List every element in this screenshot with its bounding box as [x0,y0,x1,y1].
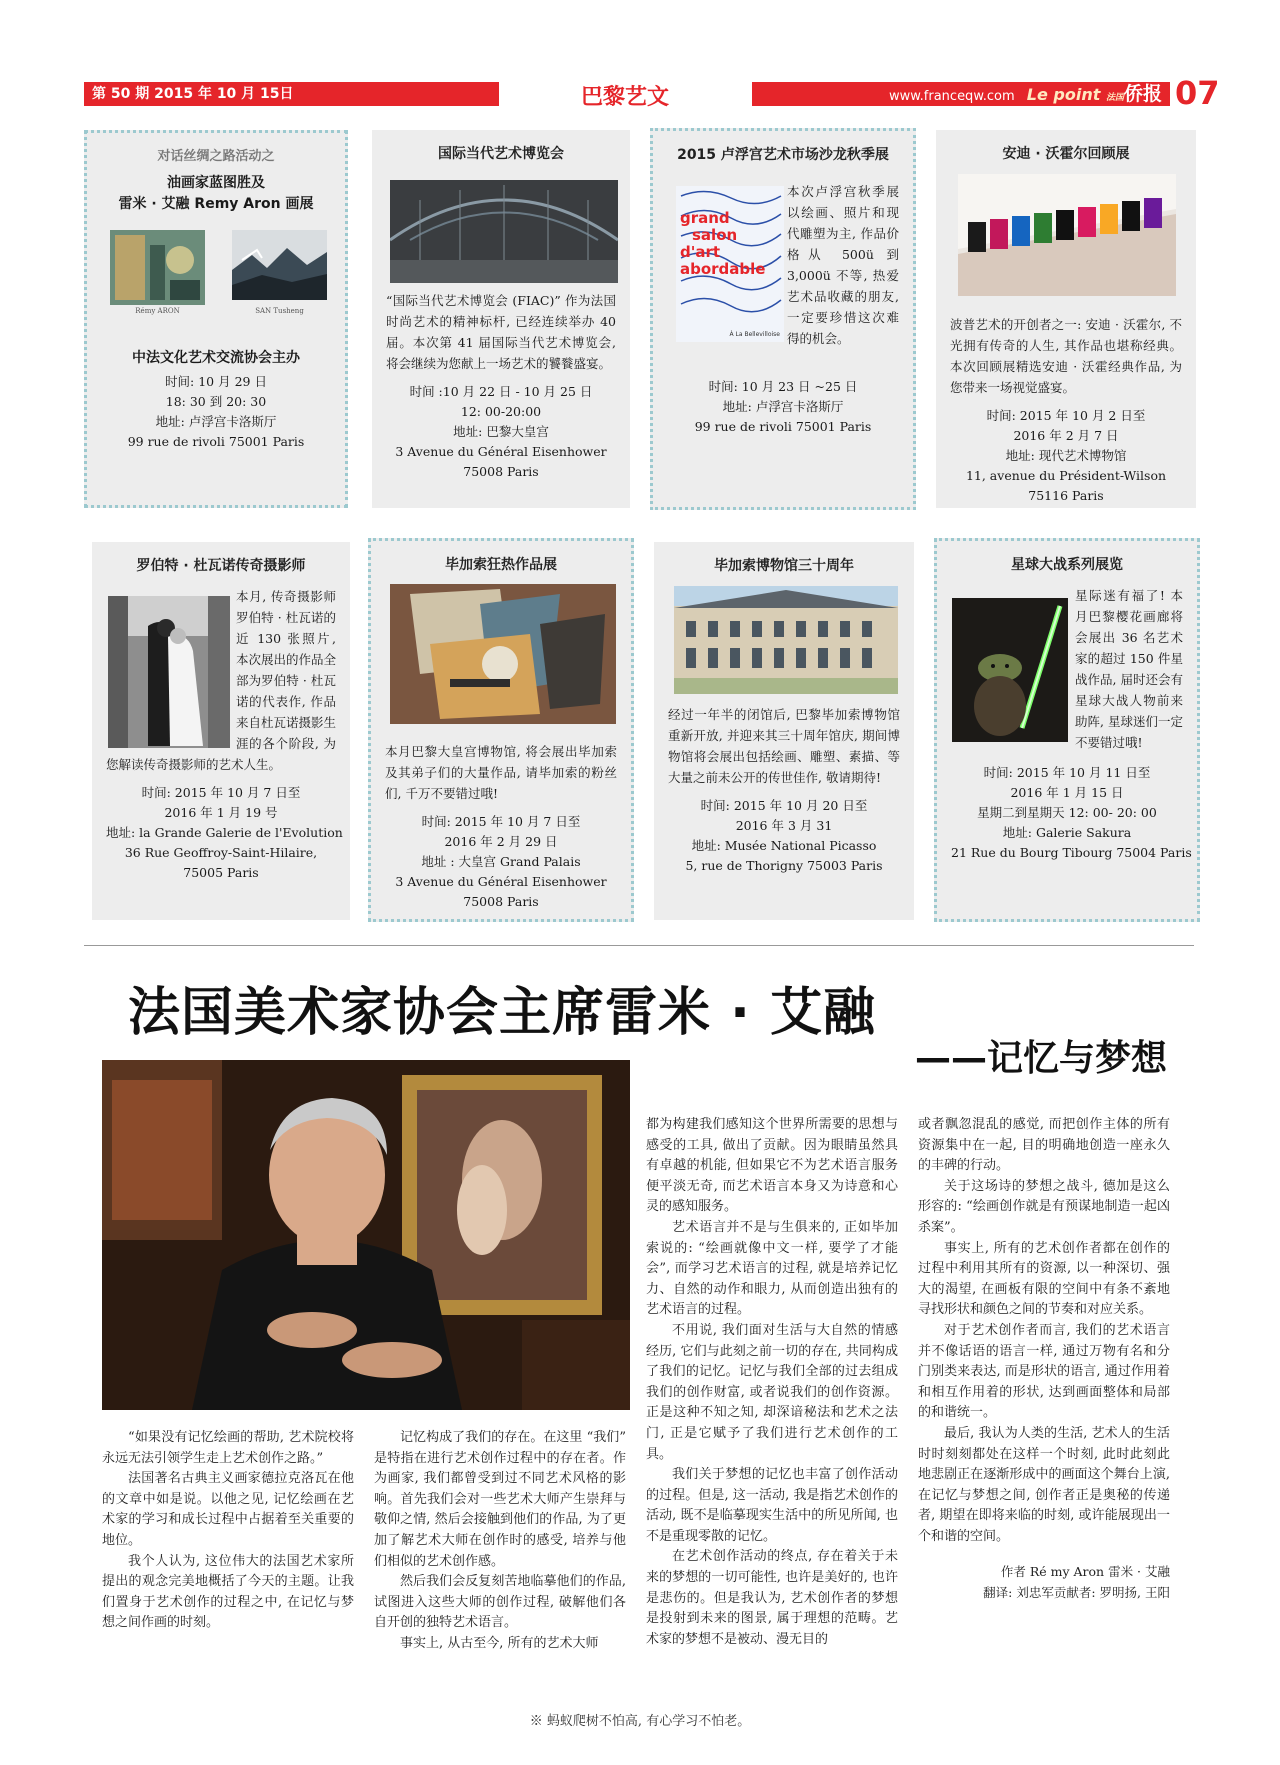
salon-poster [676,186,784,342]
article-column-3: 都为构建我们感知这个世界所需要的思想与感受的工具, 做出了贡献。因为眼睛虽然具有卓越的机能, 但如果它不为艺术语言服务便平淡无奇, 而艺术语言本身又为诗意和心灵的感知服务。 艺术语言并不是与生俱来的, 正如毕加索说的: “绘画就像中文一样, 要学了才能会”, 而学习艺术语言的过程, 就是培养记忆力、自然的动作和眼力, 从而创造出独有的艺术语言的过程。 不用说, 我们面对生活与大自然的情感经历, 它们与此刻之前一切的存在, 共同构成了我们的记忆。记忆与我们全部的过去组成我们的创作财富, 或者说我们的创作资源。正是这种不知之知, 却深谙秘法和艺术之法门, 正是它赋予了我们进行艺术创作的工具。 我们关于梦想的记忆也丰富了创作活动的过程。但是, 这一活动, 我是指艺术创作的活动, 既不是临摹现实生活中的所见所闻, 也不是重现零散的记忆。 在艺术创作活动的终点, 存在着关于未来的梦想的一切可能性, 也许是美好的, 也许是悲伤的。但是我认为, 艺术创作者的梦想是投射到未来的图景, 属于理想的范畴。艺术家的梦想不是被动、漫无目的 [646,1117,898,1647]
section-divider [84,945,1194,946]
card-title: 2015 卢浮宫艺术市场沙龙秋季展 [677,147,889,163]
painting-caption: SAN Tusheng [255,307,304,315]
issue-date: 第 50 期 2015 年 10 月 15日 [92,86,294,102]
card-description: “国际当代艺术博览会 (FIAC)” 作为法国时尚艺术的精神标杆, 已经连续举办 40 届。本次第 41 届国际当代艺术博览会, 将会继续为您献上一场艺术的饕餮盛宴。 [386,293,616,371]
article-column-4: 或者飘忽混乱的感觉, 而把创作主体的所有资源集中在一起, 目的明确地创造一座永久的丰碑的行动。 关于这场诗的梦想之战斗, 德加是这么形容的: “绘画创作就是有预谋地制造一起凶杀案”。 事实上, 所有的艺术创作者都在创作的过程中利用其所有的资源, 以一种深切、强大的渴望, 在画板有限的空间中有条不紊地寻找形状和颜色之间的节奏和对应关系。 对于艺术创作者而言, 我们的艺术语言并不像话语的语言一样, 通过万物有名和分门别类来表达, 而是形状的语言, 通过作用着和相互作用着的形状, 达到画面整体和局部的和谐统一。 最后, 我认为人类的生活, 艺术人的生活时时刻刻都处在这样一个时刻, 此时此刻此地悲剧正在逐渐形成中的画面这个舞台上演, 在记忆与梦想之间, 创作者正是奥秘的传递者, 期望在即将来临的时刻, 或许能展现出一个和谐的空间。 作者 Ré my Aron 雷米 · 艾融 翻译: 刘忠军贡献者: 罗明扬, 王阳 [918,1115,1170,1603]
picasso-painting [390,584,616,724]
poster-venue: À La Bellevilloise [729,331,780,338]
section-title: 巴黎艺文 [580,85,669,110]
painting-image-lan [232,230,327,300]
issue-date-bar [84,82,499,106]
card-info: 时间: 2015 年 10 月 11 日至 2016 年 1 月 15 日 星期二到星期天 12: 00- 20: 00 地址: Galerie Sakura 21 Rue du Bourg Tibourg 75004 Paris [951,765,1192,860]
page-number: 07 [1175,74,1220,112]
yoda-image [952,598,1068,742]
card-organizer: 中法文化艺术交流协会主办 [132,350,300,366]
card-title: 毕加索博物馆三十周年 [714,558,854,574]
article-byline: 作者 Ré my Aron 雷米 · 艾融 翻译: 刘忠军贡献者: 罗明扬, 王阳 [983,1564,1170,1601]
brand-bar [752,82,1170,106]
article-subheadline: ——记忆与梦想 [915,1038,1168,1079]
painting-caption: Rémy ARON [135,307,180,315]
card-title: 星球大战系列展览 [1011,557,1123,573]
card-subtitle: 对话丝绸之路活动之 [157,149,275,164]
brand-logo: Le point 法国侨报 [1026,83,1162,105]
card-title: 安迪 · 沃霍尔回顾展 [1002,146,1130,162]
card-info: 时间: 10 月 23 日 ~25 日 地址: 卢浮宫卡洛斯厅 99 rue de rivoli 75001 Paris [694,379,872,434]
card-description: 本次卢浮宫秋季展以绘画、照片和现代雕塑为主, 作品价格从 500ü 到 3,000ü 不等, 热爱艺术品收藏的朋友, 一定要珍惜这次难得的机会。 [787,184,899,346]
website-link[interactable]: www.franceqw.com [888,89,1015,104]
card-title: 罗伯特 · 杜瓦诺传奇摄影师 [136,558,306,574]
card-info: 时间 :10 月 22 日 - 10 月 25 日 12: 00-20:00 地址: 巴黎大皇宫 3 Avenue du Général Eisenhower 75008 Paris [395,384,607,479]
kiss-photo [108,596,230,748]
card-title: 毕加索狂热作品展 [445,557,557,573]
event-card-silk-road [84,130,348,508]
footer-proverb: ※ 蚂蚁爬树不怕高, 有心学习不怕老。 [529,1714,751,1729]
article-column-2: 记忆构成了我们的存在。在这里 “我们” 是特指在进行艺术创作过程中的存在者。作为画家, 我们都曾受到过不同艺术风格的影响。首先我们会对一些艺术大师产生崇拜与敬仰之情, 然后会接触到他们的作品, 为了更加了解艺术大师在创作时的感受, 培养与他们相似的艺术创作感。 然后我们会反复刻苦地临摹他们的作品, 试图进入这些大师的创作过程, 破解他们各自开创的独特艺术语言。 事实上, 从古至今, 所有的艺术大师 [374,1430,626,1651]
article-headline: 法国美术家协会主席雷米 · 艾融 [128,983,876,1043]
card-info: 时间: 2015 年 10 月 2 日至 2016 年 2 月 7 日 地址: 现代艺术博物馆 11, avenue du Président-Wilson 75116 Paris [965,408,1167,503]
card-title: 雷米 · 艾融 Remy Aron 画展 [118,196,314,212]
card-description: 经过一年半的闭馆后, 巴黎毕加索博物馆重新开放, 并迎来其三十周年馆庆, 期间博物馆将会展出包括绘画、雕塑、素描、等大量之前未公开的传世佳作, 敬请期待! [668,707,900,785]
grand-palais-photo [390,180,618,283]
card-description: 波普艺术的开创者之一: 安迪 · 沃霍尔, 不光拥有传奇的人生, 其作品也堪称经典。本次回顾展精选安迪 · 沃霍经典作品, 为您带来一场视觉盛宴。 [950,317,1182,395]
card-info: 时间: 2015 年 10 月 7 日至 2016 年 1 月 19 号 地址: la Grande Galerie de l'Evolution 36 Rue Geoffroy-Saint-Hilaire, 75005 Paris [106,785,343,880]
card-title: 国际当代艺术博览会 [438,146,564,162]
card-info: 时间: 10 月 29 日 18: 30 到 20: 30 地址: 卢浮宫卡洛斯厅 99 rue de rivoli 75001 Paris [127,374,305,449]
painting-image-aron [110,230,205,305]
card-description: 星际迷有福了! 本月巴黎樱花画廊将会展出 36 名艺术家的超过 150 件星战作品, 届时还会有星球大战人物前来助阵, 星球迷们一定不要错过哦! [1075,588,1183,750]
portrait-photo [102,1060,630,1410]
card-description: 本月, 传奇摄影师罗伯特 · 杜瓦诺的近 130 张照片, 本次展出的作品全部为罗伯特 · 杜瓦诺的代表作, 作品来自杜瓦诺摄影生涯的各个阶段, 为您解读传奇摄影师的艺术人生。 [106,589,337,772]
card-title: 油画家蓝图胜及 [167,175,265,191]
card-info: 时间: 2015 年 10 月 20 日至 2016 年 3 月 31 地址: Musée National Picasso 5, rue de Thorigny 75003 Paris [685,798,883,873]
article-column-1: “如果没有记忆绘画的帮助, 艺术院校将永远无法引领学生走上艺术创作之路。” 法国著名古典主义画家德拉克洛瓦在他的文章中如是说。以他之见, 记忆绘画在艺术家的学习和成长过程中占据着至关重要的地位。 我个人认为, 这位伟大的法国艺术家所提出的观念完美地概括了今天的主题。让我们置身于艺术创作的过程之中, 在记忆与梦想之间作画的时刻。 [102,1430,354,1631]
picasso-museum-photo [674,586,898,694]
card-info: 时间: 2015 年 10 月 7 日至 2016 年 2 月 29 日 地址 : 大皇宫 Grand Palais 3 Avenue du Général Eisenhower 75008 Paris [395,814,607,909]
card-description: 本月巴黎大皇宫博物馆, 将会展出毕加索及其弟子们的大量作品, 请毕加索的粉丝们, 千万不要错过哦! [385,744,617,801]
warhol-gallery-photo [958,174,1176,296]
poster-title: grand salon d'art abordable [680,209,766,278]
